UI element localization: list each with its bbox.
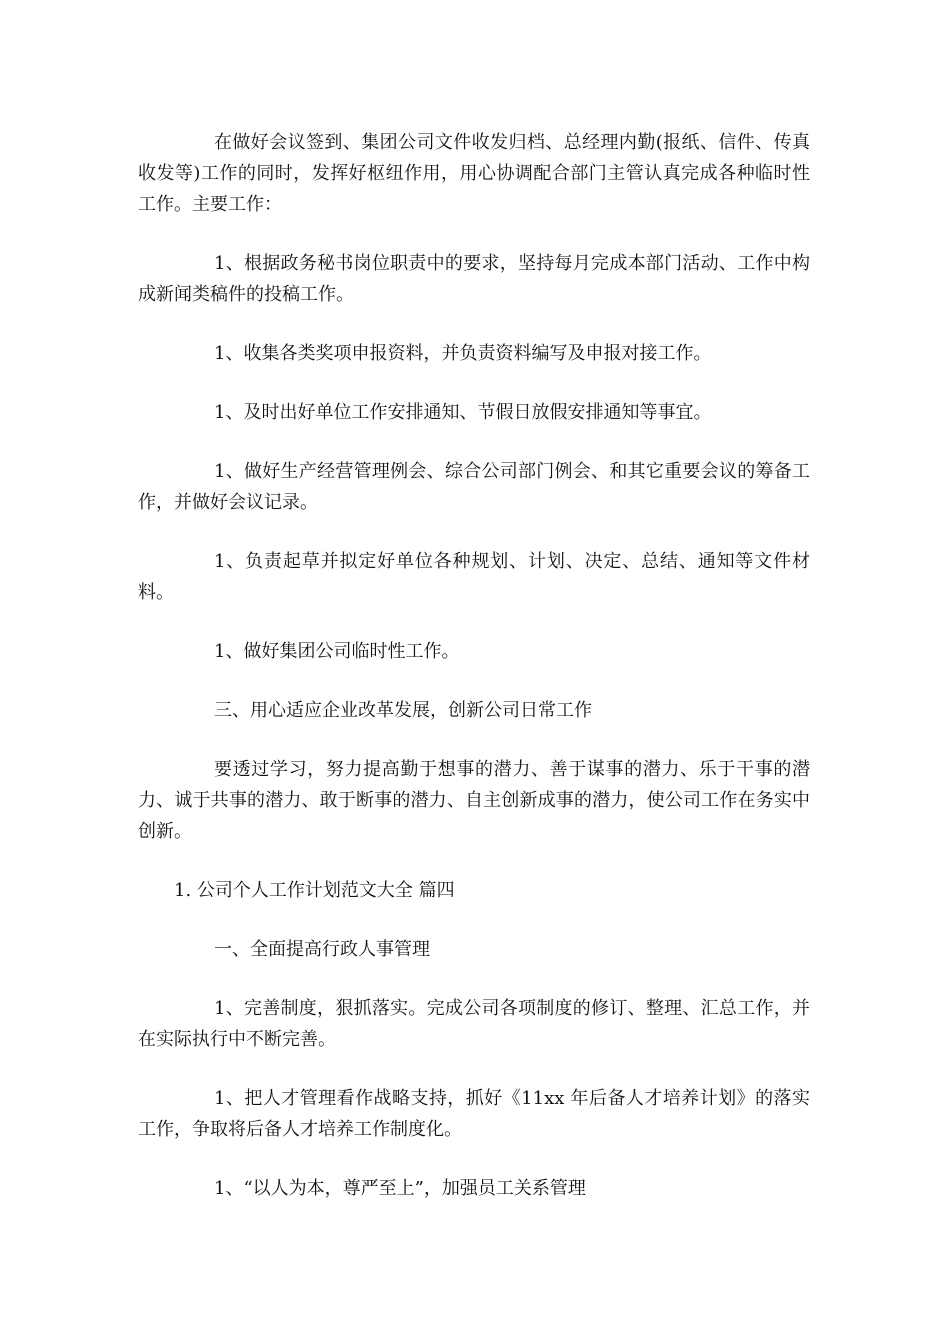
paragraph-item: 1、根据政务秘书岗位职责中的要求，坚持每月完成本部门活动、工作中构成新闻类稿件的投稿工作。 [138, 253, 810, 305]
paragraph-item: 1、做好集团公司临时性工作。 [214, 641, 460, 662]
paragraph-item: 1、“以人为本，尊严至上”，加强员工关系管理 [214, 1178, 586, 1199]
paragraph-item: 1、完善制度，狠抓落实。完成公司各项制度的修订、整理、汇总工作，并在实际执行中不断完善。 [138, 998, 810, 1050]
paragraph-body: 要透过学习，努力提高勤于想事的潜力、善于谋事的潜力、乐于干事的潜力、诚于共事的潜力、敢于断事的潜力、自主创新成事的潜力，使公司工作在务实中创新。 [138, 759, 810, 842]
paragraph-item: 1、收集各类奖项申报资料，并负责资料编写及申报对接工作。 [214, 343, 712, 364]
paragraph-item: 1、负责起草并拟定好单位各种规划、计划、决定、总结、通知等文件材料。 [138, 551, 810, 603]
paragraph-item: 1、把人才管理看作战略支持，抓好《11xx 年后备人才培养计划》的落实工作，争取将后备人才培养工作制度化。 [138, 1088, 810, 1140]
article-heading: 1. 公司个人工作计划范文大全 篇四 [174, 880, 455, 901]
paragraph-item: 1、及时出好单位工作安排通知、节假日放假安排通知等事宜。 [214, 402, 712, 423]
section-heading: 三、用心适应企业改革发展，创新公司日常工作 [214, 700, 592, 721]
paragraph-intro: 在做好会议签到、集团公司文件收发归档、总经理内勤(报纸、信件、传真收发等)工作的同时，发挥好枢纽作用，用心协调配合部门主管认真完成各种临时性工作。主要工作： [138, 132, 810, 215]
document-body [138, 127, 810, 1232]
section-heading: 一、全面提高行政人事管理 [214, 939, 430, 960]
paragraph-item: 1、做好生产经营管理例会、综合公司部门例会、和其它重要会议的筹备工作，并做好会议记录。 [138, 461, 810, 513]
